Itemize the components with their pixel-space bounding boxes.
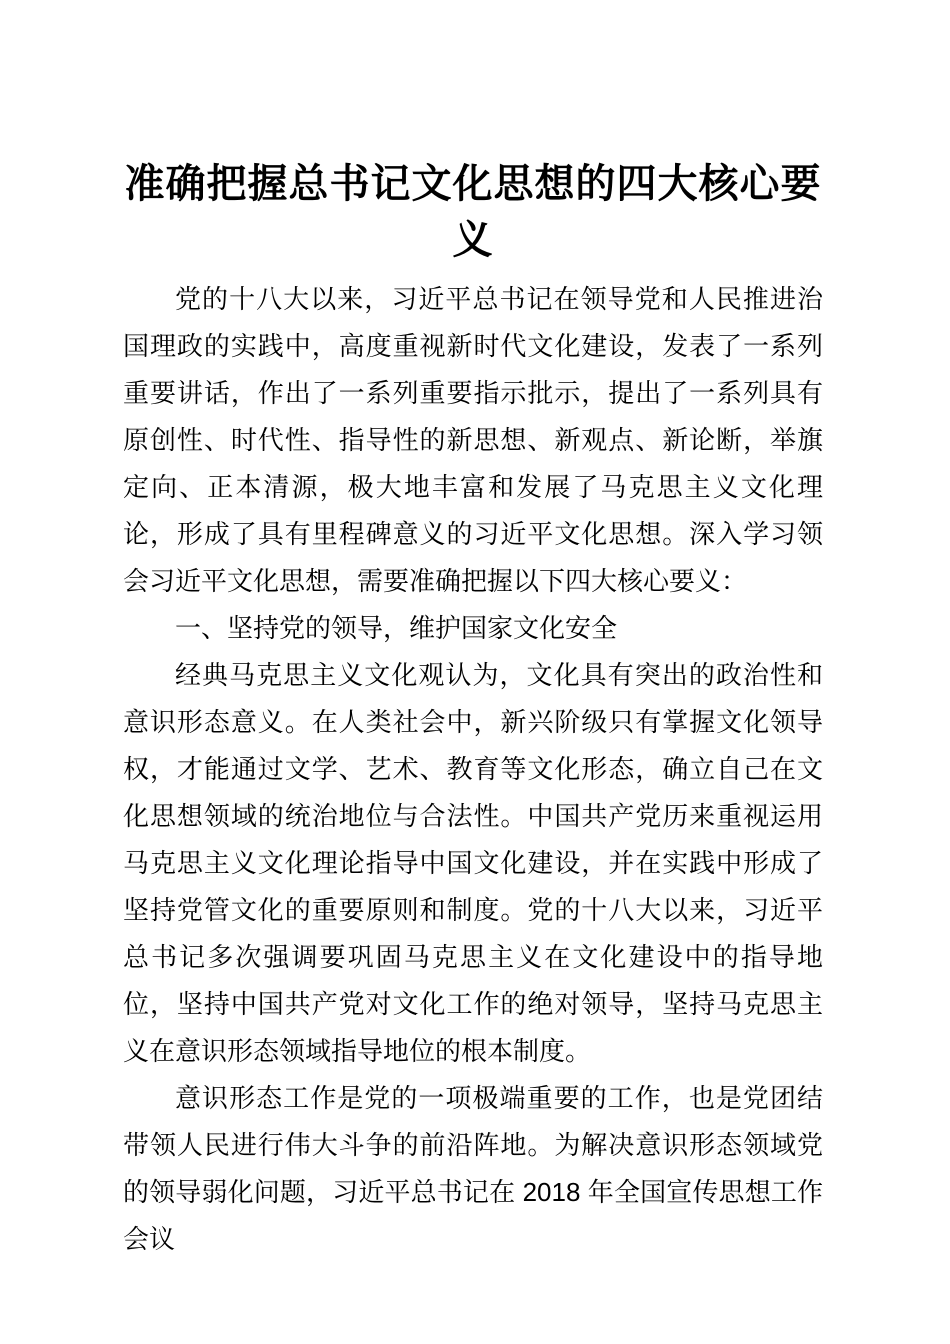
document-title: 准确把握总书记文化思想的四大核心要义 xyxy=(124,160,822,263)
body-paragraph: 党的十八大以来，习近平总书记在领导党和人民推进治国理政的实践中，高度重视新时代文化建设，发表了一系列重要讲话，作出了一系列重要指示批示，提出了一系列具有原创性、时代性、指导性的新思想、新观点、新论断，举旗定向、正本清源，极大地丰富和发展了马克思主义文化理论，形成了具有里程碑意义的习近平文化思想。深入学习领会习近平文化思想，需要准确把握以下四大核心要义： xyxy=(123,284,823,596)
body-paragraph: 经典马克思主义文化观认为，文化具有突出的政治性和意识形态意义。在人类社会中，新兴阶级只有掌握文化领导权，才能通过文学、艺术、教育等文化形态，确立自己在文化思想领域的统治地位与合法性。中国共产党历来重视运用马克思主义文化理论指导中国文化建设，并在实践中形成了坚持党管文化的重要原则和制度。党的十八大以来，习近平总书记多次强调要巩固马克思主义在文化建设中的指导地位，坚持中国共产党对文化工作的绝对领导，坚持马克思主义在意识形态领域指导地位的根本制度。 xyxy=(123,660,823,1066)
body-paragraph: 意识形态工作是党的一项极端重要的工作，也是党团结带领人民进行伟大斗争的前沿阵地。为解决意识形态领域党的领导弱化问题，习近平总书记在 2018 年全国宣传思想工作会议 xyxy=(123,1083,823,1254)
section-heading: 一、坚持党的领导，维护国家文化安全 xyxy=(175,613,618,643)
document-body xyxy=(123,276,823,1263)
